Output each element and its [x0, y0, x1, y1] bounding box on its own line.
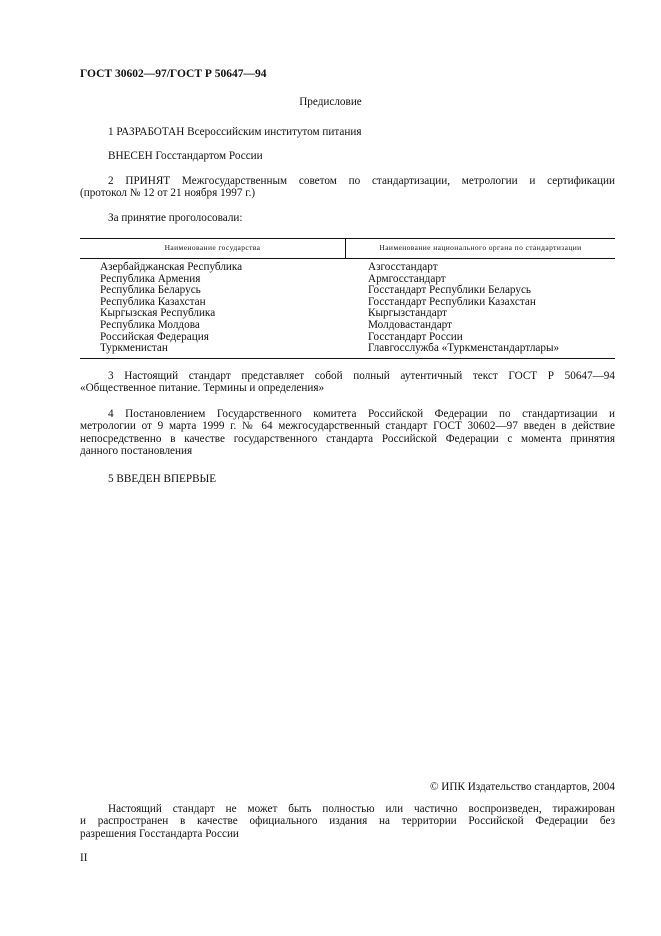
- reproduction-notice: [80, 803, 615, 840]
- table-cell-body: Госстандарт Республики Беларусь: [368, 284, 532, 297]
- document-header: ГОСТ 30602—97/ГОСТ Р 50647—94: [80, 68, 267, 80]
- table-header-state: Наименование государства: [164, 243, 261, 252]
- item-2-line-2: (протокол № 12 от 21 ноября 1997 г.): [80, 187, 256, 200]
- table-cell-state: Азербайджанская Республика: [100, 261, 243, 273]
- item-3-line-1: 3 Настоящий стандарт представляет собой полный аутентичный текст ГОСТ Р 50647—94: [108, 370, 615, 382]
- page-number: II: [80, 852, 88, 864]
- item-4-line-1: 4 Постановлением Государственного комитета Российской Федерации по стандартизации и: [108, 408, 615, 420]
- table-cell-body: Молдовастандарт: [368, 318, 453, 331]
- table-top-rule: [80, 238, 615, 239]
- foreword-title: Предисловие: [299, 96, 362, 108]
- reproduction-notice-line-2: и распространен в качестве официального издания на территории Российской Федерации без: [80, 815, 615, 828]
- table-cell-body: Главгосслужба «Туркменстандартлары»: [368, 342, 560, 355]
- table-cell-state: Республика Беларусь: [100, 284, 201, 297]
- table-cell-body: Азгосстандарт: [368, 261, 438, 273]
- item-1: 1 РАЗРАБОТАН Всероссийским институтом питания: [108, 126, 362, 138]
- item-5: 5 ВВЕДЕН ВПЕРВЫЕ: [108, 473, 217, 485]
- table-cell-body: Кыргызстандарт: [368, 307, 448, 320]
- copyright-notice: © ИПК Издательство стандартов, 2004: [429, 781, 615, 793]
- table-cell-body: Госстандарт Республики Казахстан: [368, 295, 536, 308]
- item-3-line-2: «Общественное питание. Термины и определения»: [80, 382, 325, 395]
- reproduction-notice-line-1: Настоящий стандарт не может быть полностью или частично воспроизведен, тиражирован: [108, 803, 615, 815]
- voting-table: [80, 238, 615, 359]
- table-cell-state: Кыргызская Республика: [100, 307, 216, 320]
- table-cell-state: Российская Федерация: [100, 330, 209, 343]
- table-cell-state: Республика Армения: [100, 272, 201, 285]
- table-header-rule: [80, 258, 615, 259]
- item-1b: ВНЕСЕН Госстандартом России: [108, 150, 263, 162]
- table-cell-body: Армгосстандарт: [368, 272, 446, 285]
- item-4-line-4: данного постановления: [80, 445, 193, 458]
- item-2-line-1: 2 ПРИНЯТ Межгосударственным советом по стандартизации, метрологии и сертификации: [108, 175, 615, 187]
- table-cell-body: Госстандарт России: [368, 330, 463, 343]
- item-4-line-2: метрологии от 9 марта 1999 г. № 64 межгосударственный стандарт ГОСТ 30602—97 введен в действие: [80, 420, 615, 433]
- item-4-line-3: непосредственно в качестве государственного стандарта Российской Федерации с момента принятия: [80, 432, 615, 445]
- voted-label: За принятие проголосовали:: [108, 212, 243, 224]
- item-2: [80, 175, 615, 200]
- table-column-bodies: [368, 262, 559, 355]
- item-3: [80, 370, 615, 395]
- table-column-states: [100, 262, 242, 355]
- table-cell-state: Туркменистан: [100, 342, 168, 355]
- table-cell-state: Республика Молдова: [100, 318, 200, 331]
- reproduction-notice-line-3: разрешения Госстандарта России: [80, 827, 239, 840]
- table-header-body: Наименование национального органа по стандартизации: [379, 243, 582, 252]
- table-cell-state: Республика Казахстан: [100, 295, 206, 308]
- item-4: [80, 408, 615, 458]
